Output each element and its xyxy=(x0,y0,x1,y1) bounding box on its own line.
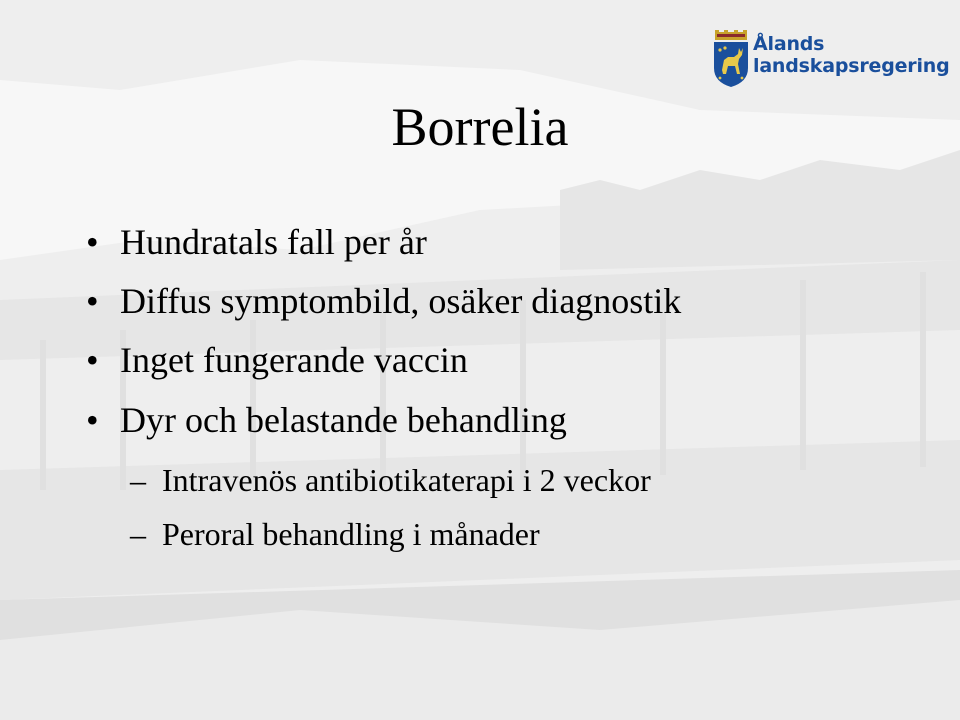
bullet-item xyxy=(86,400,567,440)
bullet-marker: • xyxy=(86,340,99,380)
bullet-text: Diffus symptombild, osäker diagnostik xyxy=(120,281,682,321)
logo-line2: landskapsregering xyxy=(753,55,950,77)
bullet-text: Dyr och belastande behandling xyxy=(120,400,567,440)
bullet-item xyxy=(86,222,427,262)
sub-bullet-item xyxy=(130,462,651,498)
bullet-marker: • xyxy=(86,222,99,262)
aland-crest-icon xyxy=(712,30,750,88)
logo-line1: Ålands xyxy=(753,33,825,55)
bullet-marker: • xyxy=(86,400,99,440)
sub-bullet-text: Peroral behandling i månader xyxy=(162,516,540,552)
bullet-text: Inget fungerande vaccin xyxy=(120,340,468,380)
sub-bullet-item xyxy=(130,516,540,552)
bullet-item xyxy=(86,281,681,321)
bullet-item xyxy=(86,340,468,380)
sub-bullet-text: Intravenös antibiotikaterapi i 2 veckor xyxy=(162,462,651,498)
bullet-text: Hundratals fall per år xyxy=(120,222,427,262)
bullet-marker: • xyxy=(86,281,99,321)
sub-bullet-marker: – xyxy=(130,516,146,552)
logo xyxy=(712,30,950,90)
slide-title: Borrelia xyxy=(391,97,569,157)
sub-bullet-marker: – xyxy=(130,462,146,498)
